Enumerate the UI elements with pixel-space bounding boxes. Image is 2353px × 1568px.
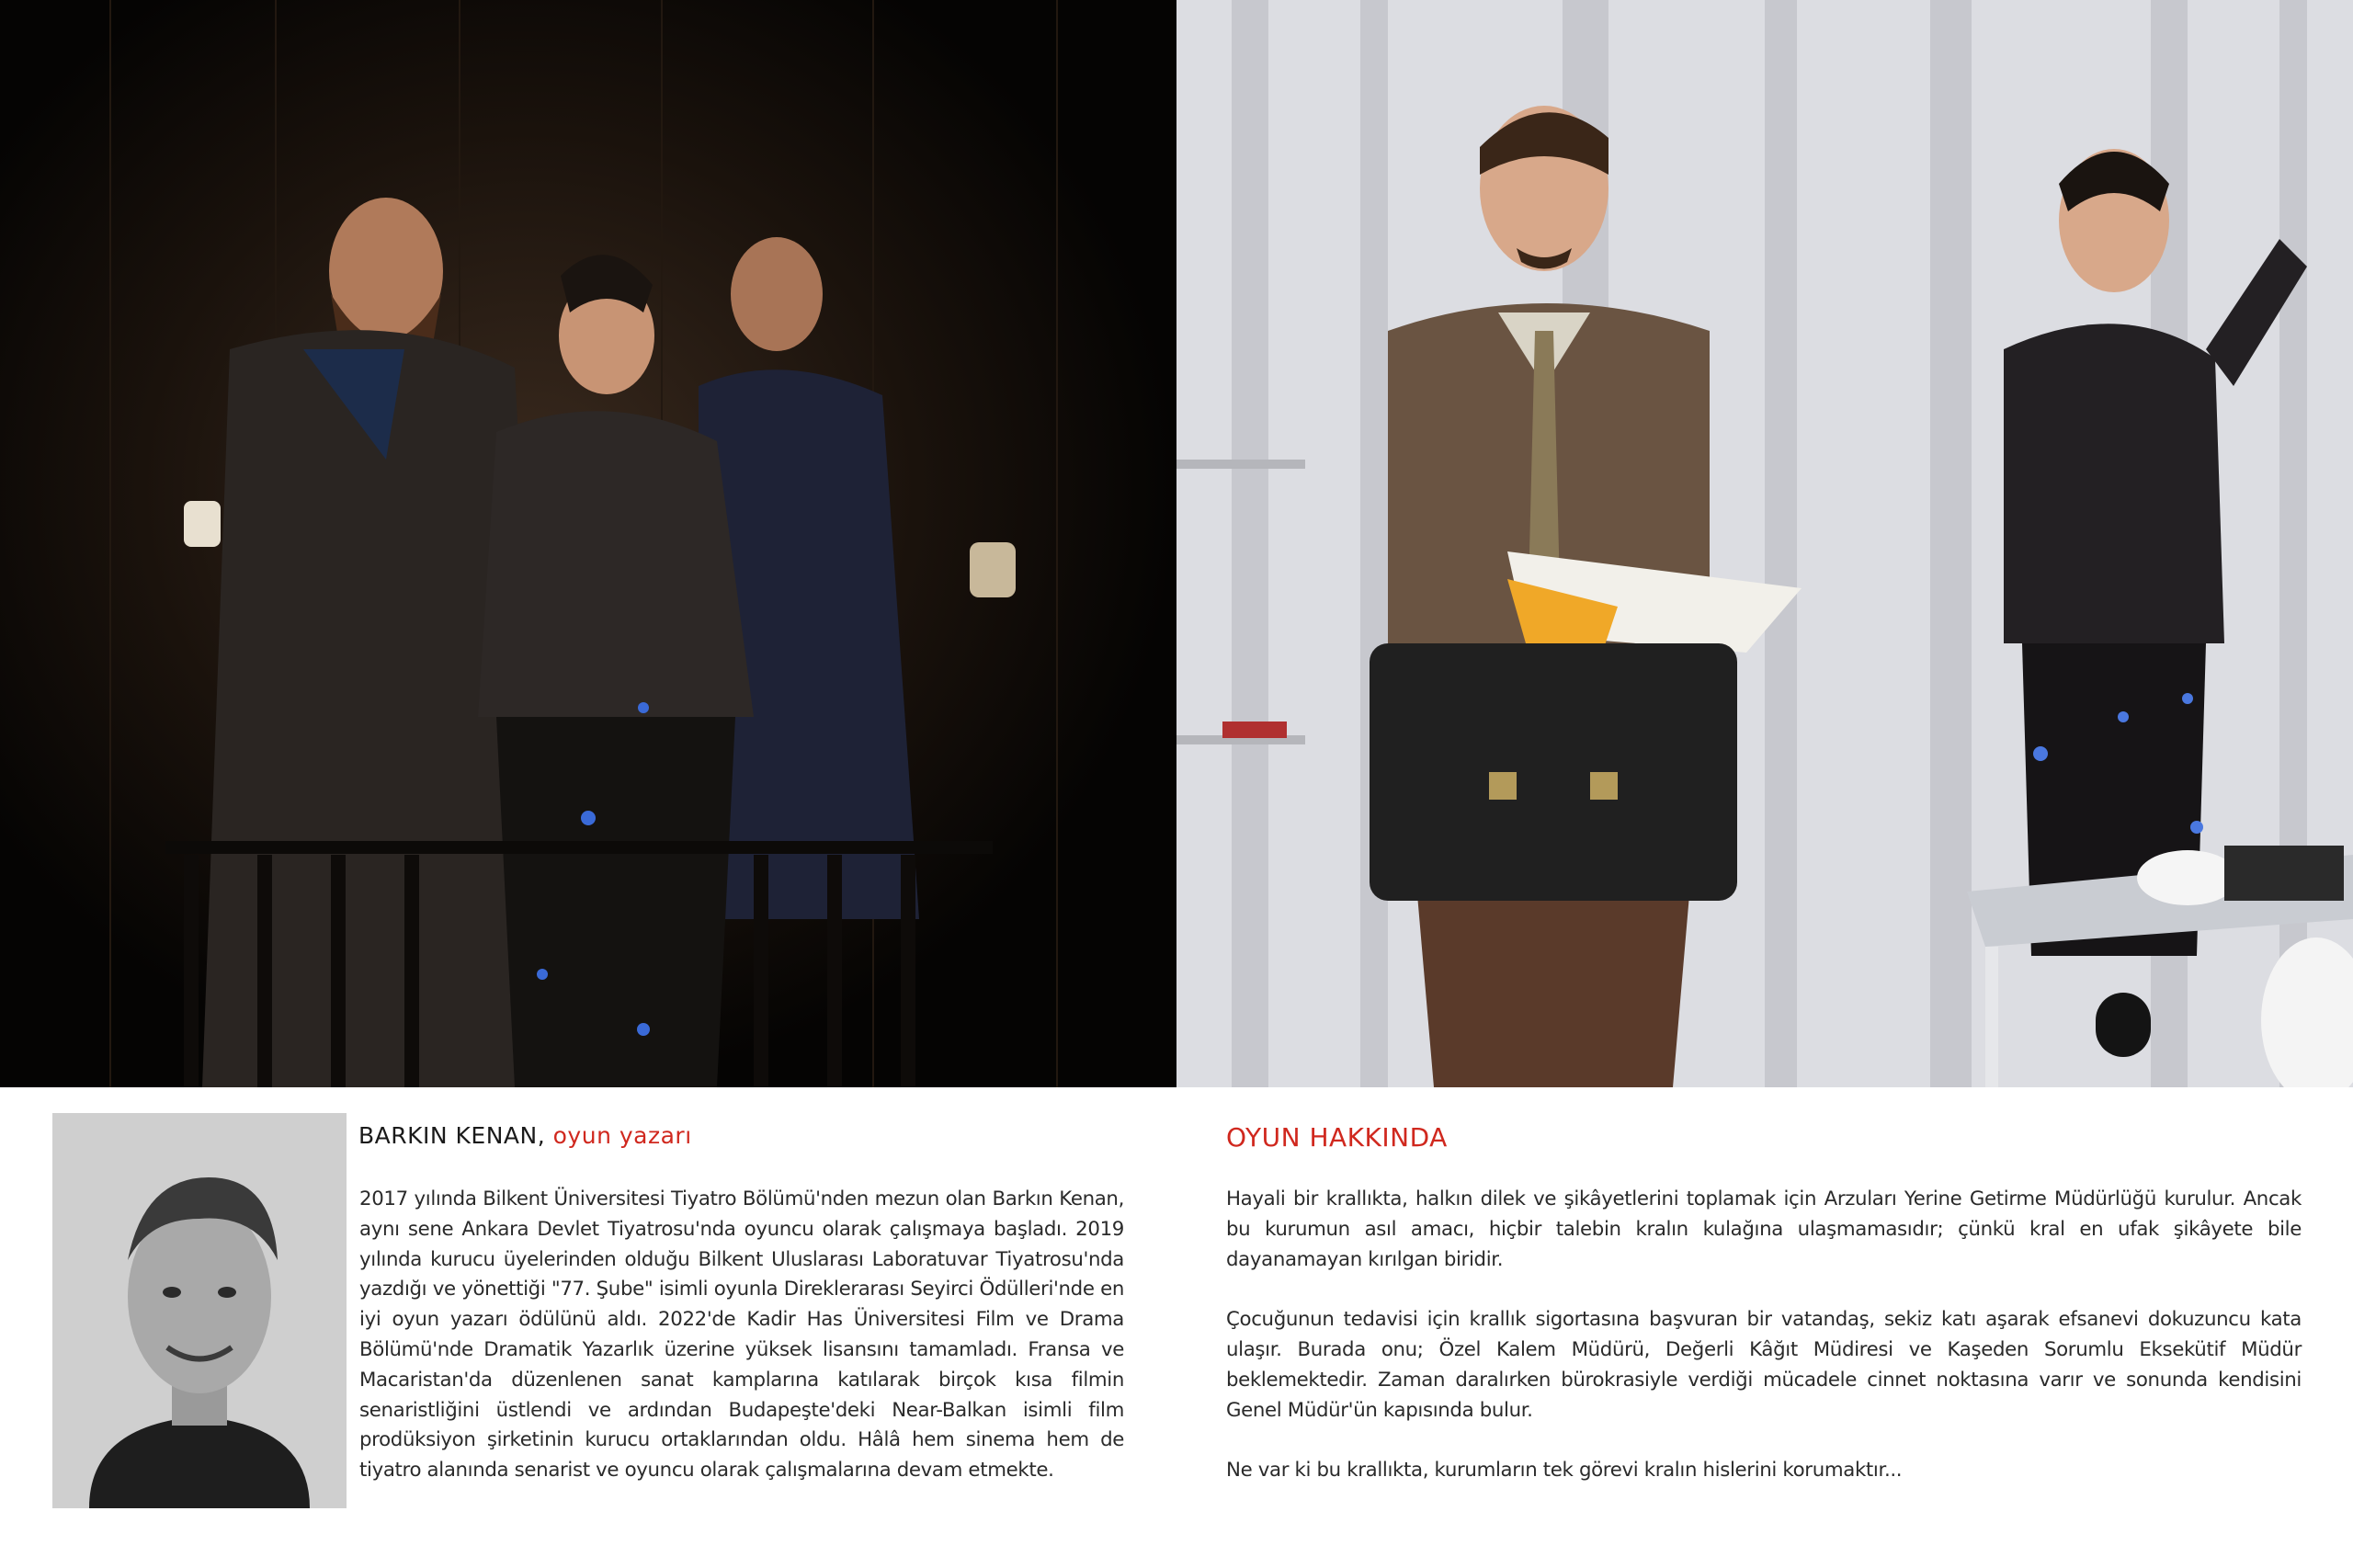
author-role: oyun yazarı	[552, 1122, 692, 1149]
about-heading: OYUN HAKKINDA	[1226, 1122, 1448, 1153]
stage-photo-trio	[0, 0, 1176, 1087]
about-paragraph: Hayali bir krallıkta, halkın dilek ve şikâyetlerini toplamak için Arzuları Yerine Getirme Müdürlüğü kurulur. Ancak bu kurumun asıl amacı, hiçbir talebin kralın kulağına ulaşmamasıdır; çünkü kral en ufak şikâyete bile dayanamayan kırılgan biridir.	[1226, 1187, 2302, 1271]
about-text	[1226, 1185, 2302, 1517]
about-paragraph: Ne var ki bu krallıkta, kurumların tek görevi kralın hislerini korumaktır...	[1226, 1459, 1903, 1483]
author-name: BARKIN KENAN,	[358, 1122, 546, 1149]
stage-photo-duo	[1176, 0, 2353, 1087]
about-paragraph: Çocuğunun tedavisi için krallık sigortasına başvuran bir vatandaş, sekiz katı aşarak efsanevi dokuzuncu kata ulaşır. Burada onu; Özel Kalem Müdürü, Değerli Kâğıt Müdiresi ve Kaşeden Sorumlu Eksekütif Müdür beklemektedir. Zaman daralırken bürokrasiyle verdiği mücadele cinnet noktasına varır ve sonunda kendisini Genel Müdür'ün kapısında bulur.	[1226, 1308, 2302, 1422]
author-heading	[358, 1122, 692, 1149]
author-bio: 2017 yılında Bilkent Üniversitesi Tiyatro Bölümü'nden mezun olan Barkın Kenan, aynı sene Ankara Devlet Tiyatrosu'nda oyuncu olarak çalışmaya başladı. 2019 yılında kurucu üyelerinden olduğu Bilkent Uluslarası Laboratuvar Tiyatrosu'nda yazdığı ve yönettiği "77. Şube" isimli oyunla Direklerarası Seyirci Ödülleri'nde en iyi oyun yazarı ödülünü aldı. 2022'de Kadir Has Üniversitesi Film ve Drama Bölümü'nde Dramatik Yazarlık üzerine yüksek lisansını tamamladı. Fransa ve Macaristan'da düzenlenen sanat kamplarına katılarak birçok kısa filmin senaristliğini üstlendi ve ardından Budapeşte'deki Near-Balkan isimli film prodüksiyon şirketinin kurucu ortaklarından oldu. Hâlâ hem sinema hem de tiyatro alanında senarist ve oyuncu olarak çalışmalarına devam etmekte.	[359, 1187, 1124, 1483]
author-portrait	[52, 1113, 347, 1508]
